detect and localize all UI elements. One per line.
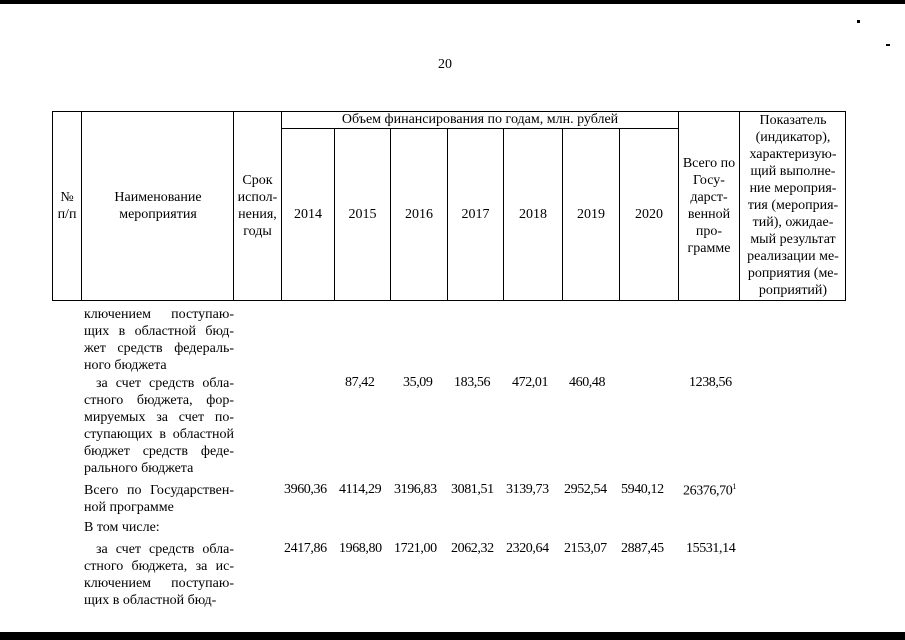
row-text: В том числе: — [84, 520, 160, 535]
header-funding: Объем финансирования по годам, млн. рублей — [341, 112, 619, 127]
row-total — [683, 482, 736, 500]
row-total: 1238,56 — [689, 375, 732, 390]
table-border — [52, 111, 53, 301]
page-number: 20 — [438, 57, 452, 72]
header-num: № п/п — [57, 189, 77, 222]
header-year: 2016 — [405, 207, 433, 222]
row-total: 15531,14 — [686, 541, 736, 556]
scan-bottom-border — [0, 632, 905, 640]
row-value: 4114,29 — [339, 482, 382, 497]
header-term: Срок испол-нения, годы — [237, 172, 278, 239]
header-name: Наименование мероприятия — [114, 189, 202, 222]
row-text: ключением поступаю-щих в областной бюд-жет средств федераль-ного бюджета — [84, 307, 234, 373]
header-year: 2018 — [519, 207, 547, 222]
table-border — [678, 111, 679, 301]
header-year: 2014 — [294, 207, 322, 222]
table-border — [52, 300, 846, 301]
row-value: 35,09 — [403, 375, 433, 390]
table-header — [52, 111, 846, 301]
row-value: 1968,80 — [339, 541, 382, 556]
row-value: 3081,51 — [451, 482, 494, 497]
row-value: 3196,83 — [394, 482, 437, 497]
table-border — [81, 111, 82, 301]
row-value: 472,01 — [512, 375, 549, 390]
row-value: 3960,36 — [284, 482, 327, 497]
header-year: 2015 — [348, 207, 377, 222]
row-value: 2952,54 — [564, 482, 607, 497]
row-text: за счет средств обла-стного бюджета, фор-мируемых за счет по-ступающих в областной бюджет средств феде-рального бюджета — [84, 376, 234, 476]
header-year: 2020 — [635, 207, 663, 222]
row-text: Всего по Государствен-ной программе — [84, 483, 234, 515]
table-border — [845, 111, 846, 301]
total-value: 26376,70 — [683, 483, 733, 499]
footnote-marker: 1 — [732, 482, 736, 491]
row-value: 2417,86 — [284, 541, 327, 556]
scan-top-border — [0, 0, 905, 4]
table-border — [739, 111, 740, 301]
header-year: 2017 — [461, 207, 490, 222]
row-value: 3139,73 — [506, 482, 549, 497]
row-value: 460,48 — [569, 375, 606, 390]
row-value: 2062,32 — [451, 541, 494, 556]
row-value: 183,56 — [454, 375, 491, 390]
scan-speck — [857, 20, 860, 23]
scan-speck — [886, 44, 890, 46]
row-value: 1721,00 — [394, 541, 437, 556]
header-indicator: Показатель (индикатор), характеризую-щий выполне-ние мероприя-тия (мероприя-тий), ожидае-мый результат реализации ме-роприятия (ме-роприятий) — [747, 113, 839, 298]
row-value: 5940,12 — [621, 482, 664, 497]
row-text: за счет средств обла-стного бюджета, за ис-ключением поступаю-щих в областной бюд- — [84, 542, 234, 608]
row-value: 2320,64 — [506, 541, 549, 556]
row-value: 2887,45 — [621, 541, 664, 556]
header-year: 2019 — [577, 207, 605, 222]
row-value: 2153,07 — [564, 541, 607, 556]
header-total: Всего по Госу-дарст-венной про-грамме — [682, 155, 736, 256]
row-value: 87,42 — [345, 375, 375, 390]
